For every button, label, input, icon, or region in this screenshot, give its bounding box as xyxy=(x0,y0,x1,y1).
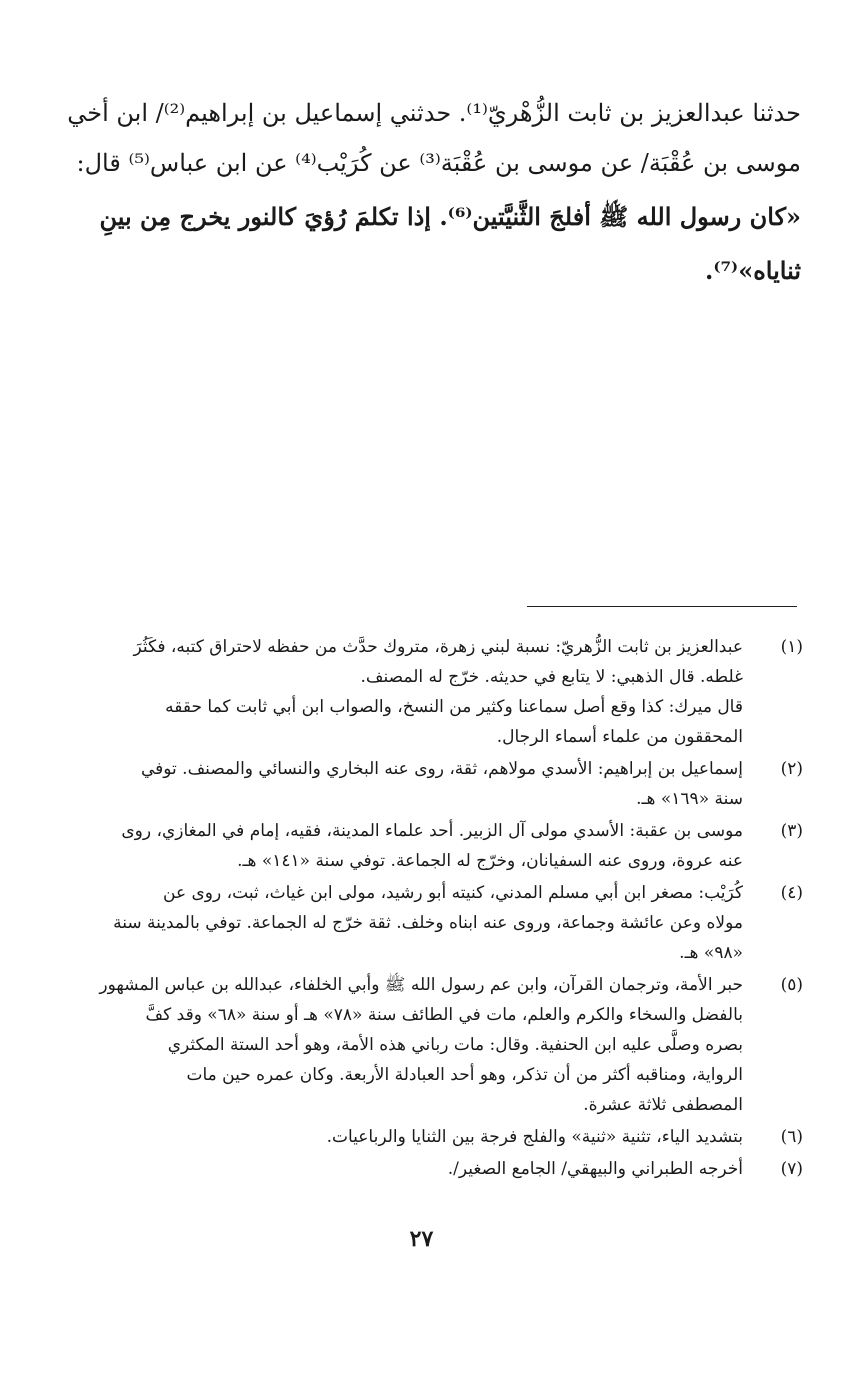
footnote-4 xyxy=(83,878,803,968)
main-text-line: حدثنا عبدالعزيز بن ثابت الزُّهْريّ⁽¹⁾. حدثني إسماعيل بن إبراهيم⁽²⁾/ ابن أخي xyxy=(67,99,801,127)
footnote-5 xyxy=(83,970,803,1120)
footnote-2 xyxy=(83,754,803,814)
footnote-line: عنه عروة، وروى عنه السفيانان، وخرّج له الجماعة. توفي سنة «١٤١» هـ. xyxy=(237,851,743,871)
footnote-line: بصره وصلَّى عليه ابن الحنفية. وقال: مات رباني هذه الأمة، وهو أحد الستة المكثري xyxy=(167,1035,743,1055)
page-number: ٢٧ xyxy=(409,1226,434,1252)
footnote-body xyxy=(83,816,743,876)
footnote-line: «٩٨» هـ. xyxy=(679,943,743,963)
footnote-line: إسماعيل بن إبراهيم: الأسدي مولاهم، ثقة، روى عنه البخاري والنسائي والمصنف. توفي xyxy=(140,759,743,779)
main-text-line: موسى بن عُقْبَة/ عن موسى بن عُقْبَة⁽³⁾ عن كُرَيْب⁽⁴⁾ عن ابن عباس⁽⁵⁾ قال: xyxy=(76,149,801,177)
footnote-6 xyxy=(83,1122,803,1152)
footnote-number: (٤) xyxy=(780,883,803,903)
hadith-text-line: «كان رسول الله ﷺ أفلجَ الثَّنيَّتين⁽⁶⁾. إذا تكلمَ رُؤيَ كالنور يخرج مِن بينِ xyxy=(99,202,801,231)
footnote-line: كُرَيْب: مصغر ابن أبي مسلم المدني، كنيته أبو رشيد، مولى ابن غياث، ثبت، روى عن xyxy=(163,883,743,903)
footnote-7 xyxy=(83,1154,803,1184)
footnote-body xyxy=(83,754,743,814)
footnote-line: المحققون من علماء أسماء الرجال. xyxy=(496,727,743,747)
footnote-line: المصطفى ثلاثة عشرة. xyxy=(583,1095,743,1115)
footnote-number: (١) xyxy=(780,637,803,657)
footnotes xyxy=(83,632,803,1186)
footnote-number: (٢) xyxy=(780,759,803,779)
footnote-line: عبدالعزيز بن ثابت الزُّهريّ: نسبة لبني زهرة، متروك حدَّث من حفظه لاحتراق كتبه، فكَثُرَ xyxy=(133,637,743,657)
footnote-number: (٧) xyxy=(780,1159,803,1179)
footnote-1 xyxy=(83,632,803,752)
footnote-divider xyxy=(527,606,797,607)
footnote-line: بتشديد الياء، تثنية «ثنية» والفلج فرجة بين الثنايا والرباعيات. xyxy=(326,1127,743,1147)
footnote-body xyxy=(83,632,743,752)
footnote-line: قال ميرك: كذا وقع أصل سماعنا وكثير من النسخ، والصواب ابن أبي ثابت كما حققه xyxy=(165,697,743,717)
footnote-line: الرواية، ومناقبه أكثر من أن تذكر، وهو أحد العبادلة الأربعة. وكان عمره حين مات xyxy=(186,1065,743,1085)
footnote-line: غلطه. قال الذهبي: لا يتابع في حديثه. خرّج له المصنف. xyxy=(360,667,743,687)
footnote-number: (٥) xyxy=(780,975,803,995)
footnote-body xyxy=(83,1122,743,1152)
footnote-body xyxy=(83,1154,743,1184)
footnote-line: سنة «١٦٩» هـ. xyxy=(636,789,743,809)
footnote-body xyxy=(83,878,743,968)
footnote-body xyxy=(83,970,743,1120)
footnote-line: حبر الأمة، وترجمان القرآن، وابن عم رسول الله ﷺ وأبي الخلفاء، عبدالله بن عباس المشهور xyxy=(99,975,743,995)
footnote-3 xyxy=(83,816,803,876)
footnote-number: (٦) xyxy=(780,1127,803,1147)
hadith-text-line: ثناياه»⁽⁷⁾. xyxy=(705,256,801,285)
footnote-line: مولاه وعن عائشة وجماعة، وروى عنه ابناه وخلف. ثقة خرّج له الجماعة. توفي بالمدينة سنة xyxy=(113,913,743,933)
footnote-line: بالفضل والسخاء والكرم والعلم، مات في الطائف سنة «٧٨» هـ أو سنة «٦٨» وقد كفَّ xyxy=(145,1005,743,1025)
footnote-number: (٣) xyxy=(780,821,803,841)
footnote-line: أخرجه الطبراني والبيهقي/ الجامع الصغير/. xyxy=(447,1159,743,1179)
main-text xyxy=(67,88,801,296)
footnote-line: موسى بن عقبة: الأسدي مولى آل الزبير. أحد علماء المدينة، فقيه، إمام في المغازي، روى xyxy=(121,821,743,841)
